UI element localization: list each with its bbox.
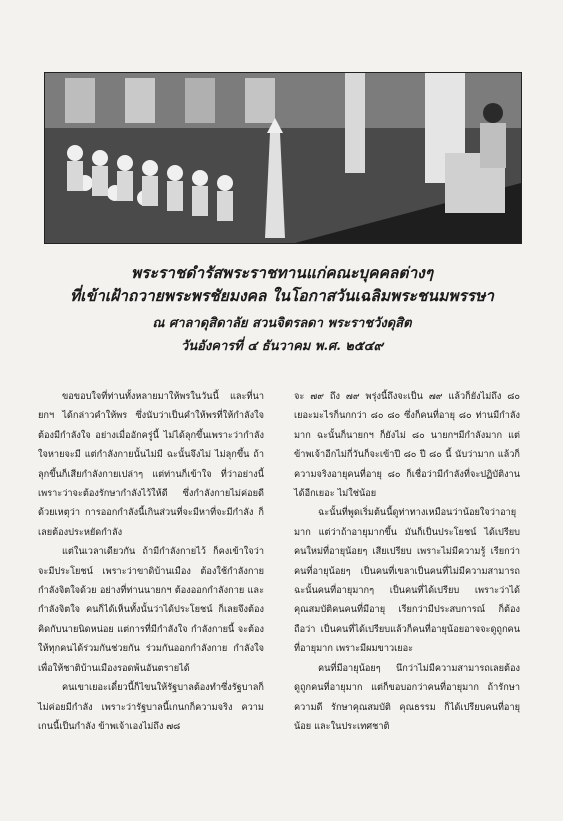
speech-date: วันอังคารที่ ๔ ธันวาคม พ.ศ. ๒๕๔๙: [180, 339, 384, 354]
left-text-column: [38, 387, 264, 736]
speech-title-line-2: ที่เข้าเฝ้าถวายพระพรชัยมงคล ในโอกาสวันเฉลิมพระชนมพรรษา: [69, 286, 495, 305]
right-text-column: [294, 387, 520, 736]
paragraph: จะ ๗๙ ถึง ๗๙ พรุ่งนี้ถึงจะเป็น ๗๙ แล้วก็ยังไม่ถึง ๘๐ เยอะมะไรก็นกกว่า ๘๐ ๘๐ ซึ่งก็คนที่อายุ ๘๐ ท่านมีกำลังมาก ฉะนั้นก็นายกฯ ก็ยังไม่ ๘๐ นายกฯมีกำลังมาก แต่ข้าพเจ้าอีกไม่กี่วันก็จะเข้าปี ๘๐ ปี ๘๐ นี้ นับว่ามาก แล้วก็ความจริงอายุคนที่อายุ ๘๐ ก็เชื่อว่ามีกำลังที่จะปฏิบัติงานได้อีกเยอะ ไม่ใช่น้อย: [294, 391, 520, 500]
speech-title-line-1: พระราชดำรัสพระราชทานแก่คณะบุคคลต่างๆ: [130, 263, 434, 282]
ceremony-photo: [44, 72, 522, 244]
paragraph: ขอขอบใจที่ท่านทั้งหลายมาให้พรในวันนี้ และที่นายกฯ ได้กล่าวคำให้พร ซึ่งนับว่าเป็นคำให้พรที่ให้กำลังใจ ต้องมีกำลังใจ อย่างเมื่ออักครู่นี้ ไม่ได้ลุกขึ้นเพราะว่ากำลังใจหายจะมี แต่กำลังกายนั้นไม่มี ฉะนั้นจึงไม่ ไม่ลุกขึ้น ถ้าลุกขึ้นก็เสียกำลังกายเปล่าๆ แต่ท่านก็เข้าใจ ที่ว่าอย่างนี้ เพราะว่าจะต้องรักษากำลังไว้ให้ดี ซึ่งกำลังกายไม่ค่อยดีด้วยเหตุว่า การออกกำลังนี้เกินส่วนที่จะมีหาที่จะมีกำลัง ก็เลยต้องประหยัดกำลัง: [38, 391, 264, 538]
paragraph: คนที่มีอายุน้อยๆ นึกว่าไม่มีความสามารถเลยต้องดูถูกคนที่อายุมาก แต่ก็ขอบอกว่าคนที่อายุมาก ถ้ารักษาความดี รักษาคุณสมบัติ คุณธรรม ก็ได้เปรียบคนที่อายุน้อย และในประเทศชาติ: [294, 662, 520, 732]
speech-venue: ณ ศาลาดุสิดาลัย สวนจิตรลดา พระราชวังดุสิต: [152, 316, 412, 331]
paragraph: แต่ในเวลาเดียวกัน ถ้ามีกำลังกายไว้ ก็คงเข้าใจว่าจะมีประโยชน์ เพราะว่าขาดิบ้านเมือง ต้องใช้กำลังกาย กำลังจิตใจด้วย อย่างที่ท่านนายกฯ ต้องออกกำลังกาย และกำลังจิตใจ คนก็ได้เห็นทั้งนั้นว่าได้ประโยชน์ ก็เลยจึงต้องคิดกับนายนิดหน่อย แต่การที่มีกำลังใจ กำลังกายนี้ จะต้องให้ทุกคนได้ร่วมกันช่วยกัน ร่วมกันออกกำลังกาย กำลังใจ เพื่อให้ชาติบ้านเมืองรอดพ้นอันตรายได้: [38, 546, 264, 674]
paragraph: คนเขาเยอะเดี๋ยวนี้ก็ไขนให้รัฐบาลต้องทำซึ่งรัฐบาลก็ไม่ค่อยมีกำลัง เพราะว่ารัฐบาลนี้เกนกก็ความจริง ความเกนนี้เป็นกำลัง ข้าพเจ้าเองไม่ถึง ๗๘: [38, 682, 264, 732]
ceremony-photo-graphic: [45, 73, 521, 243]
paragraph: ฉะนั้นที่พูดเริ่มต้นนี้ดูท่าทางเหมือนว่าน้อยใจว่าอายุมาก แต่ว่าถ้าอายุมากขึ้น มันก็เป็นประโยชน์ ได้เปรียบ คนใหม่ที่อายุน้อยๆ เสียเปรียบ เพราะไม่มีความรู้ เรียกว่าคนที่อายุน้อยๆ เป็นคนที่เขลาเป็นคนที่ไม่มีความสามารถ ฉะนั้นคนที่อายุมากๆ เป็นคนที่ได้เปรียบ เพราะว่าได้คุณสมบัติคนคนที่มีอายุ เรียกว่ามีประสบการณ์ ก็ต้องถือว่า เป็นคนที่ได้เปรียบแล้วก็คนที่อายุน้อยอาจจะดูถูกคนที่อายุมาก เพราะมีผมขาวเยอะ: [294, 507, 520, 655]
